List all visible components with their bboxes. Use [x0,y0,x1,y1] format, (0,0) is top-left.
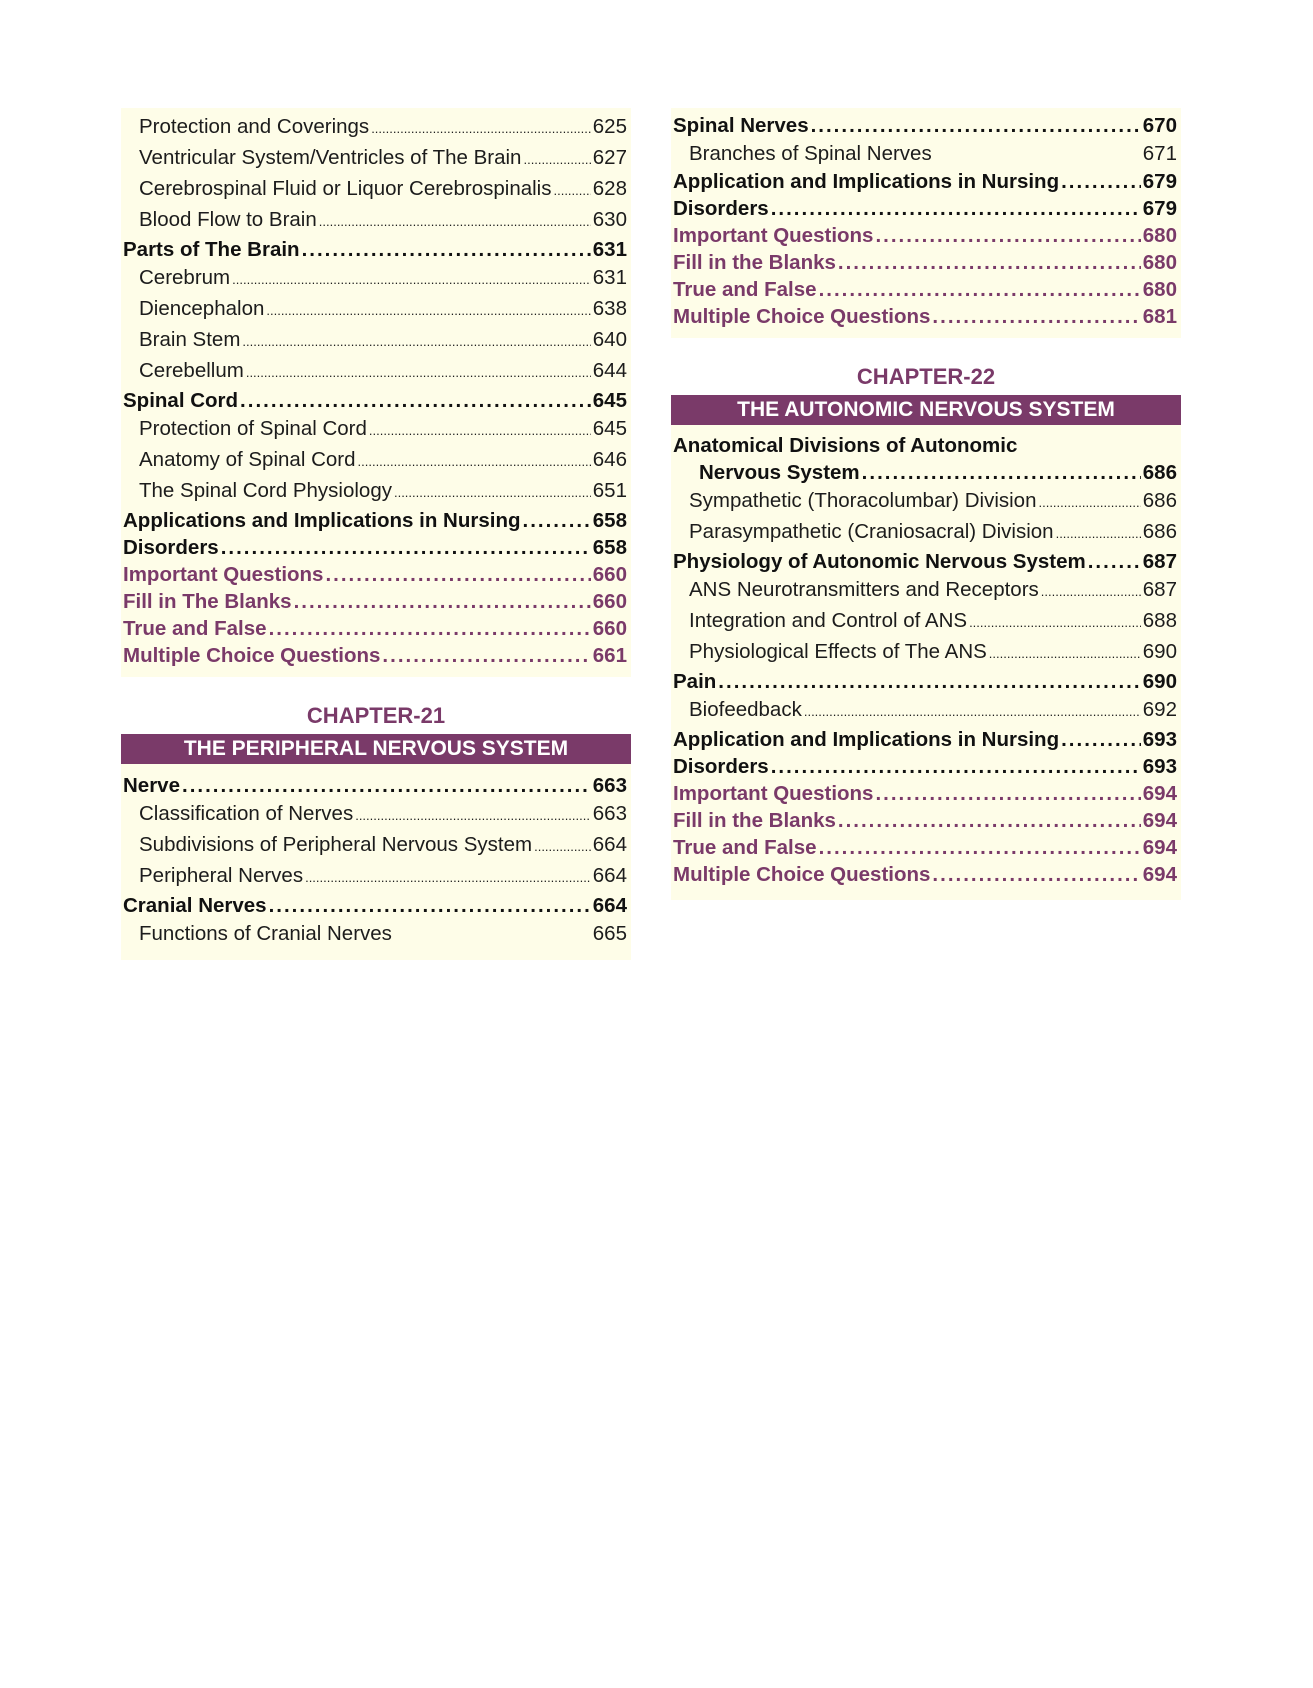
toc-entry[interactable]: Diencephalon ..... 638 [123,294,627,325]
toc-entry-main[interactable]: Applications and Implications in Nursing ..... 658 [123,507,627,534]
dot-leader [319,205,591,236]
toc-entry[interactable]: Peripheral Nerves ..... 664 [123,861,627,892]
dot-leader [355,799,591,830]
toc-entry-main[interactable]: Disorders ..... 693 [673,753,1177,780]
toc-entry[interactable]: Sympathetic (Thoracolumbar) Division ..... 686 [673,486,1177,517]
dot-leader [325,561,590,588]
toc-entry[interactable]: Cerebellum ..... 644 [123,356,627,387]
dot-leader [819,276,1141,303]
toc-entry-questions[interactable]: Fill in the Blanks ..... 694 [673,807,1177,834]
toc-entry[interactable]: Blood Flow to Brain ..... 630 [123,205,627,236]
toc-entry-questions[interactable]: Multiple Choice Questions ..... 661 [123,642,627,669]
toc-section-chapter-22 [671,425,1181,900]
toc-entry-main[interactable]: Pain ..... 690 [673,668,1177,695]
dot-leader [819,834,1141,861]
toc-entry[interactable]: Brain Stem ..... 640 [123,325,627,356]
dot-leader [932,861,1140,888]
toc-entry[interactable]: Cerebrum ..... 631 [123,263,627,294]
toc-entry[interactable]: ANS Neurotransmitters and Receptors ..... 687 [673,575,1177,606]
chapter-label: CHAPTER-21 [306,703,446,728]
toc-entry[interactable]: Biofeedback ..... 692 [673,695,1177,726]
toc-entry-questions[interactable]: Important Questions ..... 680 [673,222,1177,249]
dot-leader [242,325,590,356]
dot-leader [269,892,591,919]
toc-entry-main[interactable]: Spinal Cord ..... 645 [123,387,627,414]
dot-leader [221,534,591,561]
dot-leader [838,249,1141,276]
toc-entry[interactable]: Branches of Spinal Nerves 671 [689,142,1177,165]
toc-entry-main[interactable]: Nerve ..... 663 [123,772,627,799]
toc-entry[interactable]: Parasympathetic (Craniosacral) Division ..... 686 [673,517,1177,548]
chapter-title-bar: THE AUTONOMIC NERVOUS SYSTEM [671,395,1181,425]
dot-leader [1041,575,1141,606]
dot-leader [302,236,591,263]
dot-leader [182,772,591,799]
dot-leader [382,642,590,669]
toc-section-chapter-21 [121,764,631,960]
toc-entry[interactable]: Functions of Cranial Nerves 665 [139,922,627,945]
dot-leader [771,195,1141,222]
dot-leader [1038,486,1140,517]
dot-leader [875,780,1140,807]
toc-entry[interactable]: Protection of Spinal Cord ..... 645 [123,414,627,445]
dot-leader [232,263,591,294]
dot-leader [932,303,1140,330]
dot-leader [989,637,1141,668]
dot-leader [523,143,590,174]
dot-leader [523,507,591,534]
dot-leader [371,112,591,143]
dot-leader [1061,168,1141,195]
toc-entry-questions[interactable]: True and False ..... 660 [123,615,627,642]
toc-entry[interactable]: Physiological Effects of The ANS ..... 690 [673,637,1177,668]
toc-entry-questions[interactable]: Important Questions ..... 660 [123,561,627,588]
dot-leader [305,861,591,892]
dot-leader [875,222,1140,249]
toc-entry-main[interactable]: Parts of The Brain ..... 631 [123,236,627,263]
toc-entry-main-heading[interactable]: Anatomical Divisions of Autonomic [673,434,1018,457]
toc-entry-questions[interactable]: Multiple Choice Questions ..... 694 [673,861,1177,888]
dot-leader [394,476,591,507]
dot-leader [294,588,591,615]
toc-entry-main[interactable]: Application and Implications in Nursing ..... 693 [673,726,1177,753]
dot-leader [246,356,591,387]
dot-leader [358,445,591,476]
dot-leader [804,695,1141,726]
toc-right-column [671,108,1181,900]
toc-entry-main[interactable]: Disorders ..... 658 [123,534,627,561]
dot-leader [838,807,1141,834]
dot-leader [718,668,1140,695]
chapter-title-bar: THE PERIPHERAL NERVOUS SYSTEM [121,734,631,764]
toc-entry-questions[interactable]: True and False ..... 694 [673,834,1177,861]
toc-entry[interactable]: Protection and Coverings ..... 625 [123,112,627,143]
toc-entry[interactable]: Anatomy of Spinal Cord ..... 646 [123,445,627,476]
dot-leader [534,830,591,861]
toc-entry-questions[interactable]: Multiple Choice Questions ..... 681 [673,303,1177,330]
toc-entry[interactable]: The Spinal Cord Physiology ..... 651 [123,476,627,507]
toc-section-chapter-20-continued [121,108,631,677]
toc-entry-main[interactable]: Spinal Nerves ..... 670 [673,112,1177,139]
dot-leader [1088,548,1141,575]
toc-entry-questions[interactable]: Fill in the Blanks ..... 680 [673,249,1177,276]
dot-leader [969,606,1141,637]
dot-leader [811,112,1141,139]
toc-entry-questions[interactable]: Fill in The Blanks ..... 660 [123,588,627,615]
toc-entry-main[interactable]: Cranial Nerves ..... 664 [123,892,627,919]
dot-leader [269,615,591,642]
toc-entry[interactable]: Classification of Nerves ..... 663 [123,799,627,830]
dot-leader [553,174,590,205]
dot-leader [369,414,591,445]
toc-entry[interactable]: Cerebrospinal Fluid or Liquor Cerebrospinalis ..... 628 [123,174,627,205]
dot-leader [771,753,1141,780]
dot-leader [266,294,590,325]
toc-entry-main[interactable]: Nervous System ..... 686 [673,459,1177,486]
dot-leader [240,387,591,414]
toc-entry[interactable]: Integration and Control of ANS ..... 688 [673,606,1177,637]
toc-entry-questions[interactable]: True and False ..... 680 [673,276,1177,303]
dot-leader [1061,726,1141,753]
dot-leader [1056,517,1141,548]
toc-entry-main[interactable]: Disorders ..... 679 [673,195,1177,222]
dot-leader [862,459,1141,486]
toc-entry[interactable]: Ventricular System/Ventricles of The Brain ..... 627 [123,143,627,174]
toc-entry-main[interactable]: Application and Implications in Nursing ..... 679 [673,168,1177,195]
toc-entry-main[interactable]: Physiology of Autonomic Nervous System ..... 687 [673,548,1177,575]
toc-entry[interactable]: Subdivisions of Peripheral Nervous System ..... 664 [123,830,627,861]
toc-left-column [121,108,631,960]
toc-entry-questions[interactable]: Important Questions ..... 694 [673,780,1177,807]
toc-section-chapter-21-continued [671,108,1181,338]
chapter-label: CHAPTER-22 [856,364,996,389]
